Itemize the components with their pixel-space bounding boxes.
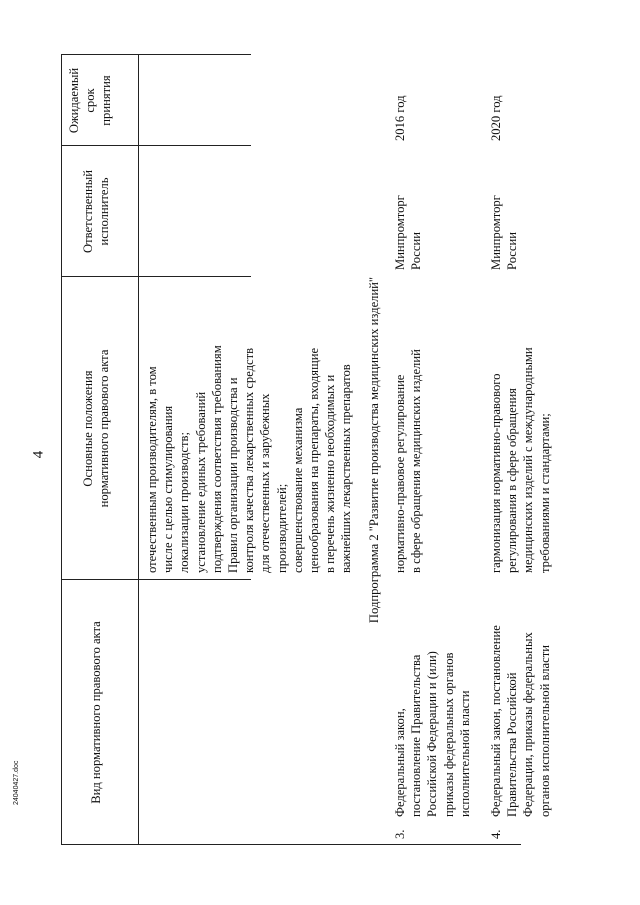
legislation-table	[60, 55, 580, 845]
row-4-act-type: Федеральный закон, постановление Правительства Российской Федерации, приказы федеральных органов исполнительной власти	[489, 625, 552, 817]
row-3-act-type: Федеральный закон, постановление Правительства Российской Федерации и (или) приказы федеральных органов исполнительной власти	[393, 651, 472, 817]
header-provisions: Основные положения нормативного правового акта	[81, 349, 112, 508]
row-3-term: 2016 год	[393, 95, 407, 141]
page-number: 4	[30, 450, 47, 459]
document-code: 24040427.doc	[13, 760, 20, 805]
row-3-executor: Минпромторг России	[393, 195, 424, 270]
rotated-table-page	[60, 55, 580, 845]
row-4-provisions: гармонизация нормативно-правового регулирования в сфере обращения медицинских изделий с международными требованиями и стандартами;	[489, 347, 552, 573]
row-3-provisions: нормативно-правовое регулирование в сфере обращения медицинских изделий	[393, 349, 424, 573]
header-executor: Ответственный исполнитель	[81, 170, 112, 253]
row-4-executor: Минпромторг России	[489, 195, 520, 270]
header-term: Ожидаемый срок принятия	[67, 67, 114, 134]
row-3-number: 3.	[393, 829, 407, 839]
row-4-number: 4.	[489, 829, 503, 839]
continuation-provisions: отечественным производителям, в том числе с целью стимулирования локализации производств; установление единых требований подтверждения соответствия требованиям Правил организации производства и контроля качества лекарственных средств для отечественных и зарубежных производителей; совершенствование механизма ценообразования на препараты, входящие в перечень жизненно необходимых и важнейших лекарственных препаратов	[145, 345, 354, 573]
row-4-term: 2020 год	[489, 95, 503, 141]
subprogram-title: Подпрограмма 2 "Развитие производства медицинских изделий"	[367, 276, 381, 624]
header-act-type: Вид нормативного правового акта	[89, 621, 103, 804]
